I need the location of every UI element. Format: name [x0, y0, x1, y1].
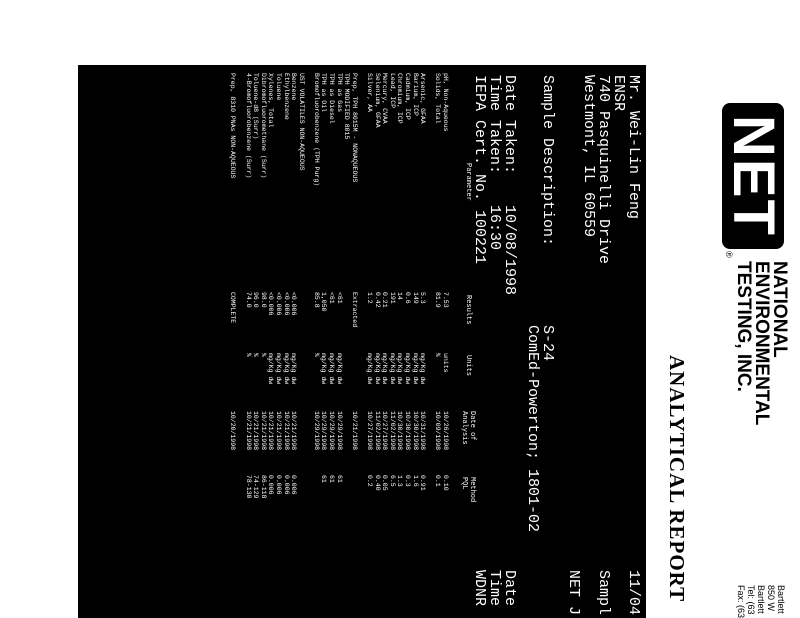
- result-cell: 0.42: [373, 292, 381, 308]
- date-cell: 10/30/1998: [404, 411, 412, 451]
- date-cell: 10/09/1998: [434, 411, 442, 451]
- pql-cell: 6.5: [388, 475, 396, 487]
- result-cell: 98.0: [259, 292, 267, 308]
- date-cell: 10/21/1998: [350, 411, 358, 451]
- table-row: [403, 73, 411, 618]
- report-sheet: [78, 65, 794, 618]
- results-table: [229, 73, 449, 618]
- units-cell: %: [259, 353, 267, 357]
- date-cell: 10/21/1998: [274, 411, 282, 451]
- date-cell: 10/26/1998: [442, 411, 449, 451]
- date-cell: 10/29/1998: [335, 411, 343, 451]
- table-row: [312, 73, 320, 618]
- table-row: [350, 73, 358, 618]
- right-label-wdnr: WDNR: [471, 570, 488, 607]
- table-row: [388, 73, 396, 618]
- table-row: [282, 73, 290, 618]
- result-cell: 7.53: [442, 292, 449, 308]
- date-cell: 10/29/1998: [320, 411, 328, 451]
- address-line: Tel: (63: [746, 585, 756, 615]
- company-address: [736, 585, 786, 618]
- date-cell: 10/29/1998: [328, 411, 336, 451]
- pql-cell: 0.3: [404, 475, 412, 487]
- result-cell: COMPLETE: [229, 292, 237, 324]
- col-header-results: Results: [464, 295, 472, 325]
- parameter-cell: TPH as Diesel: [328, 73, 336, 124]
- parameter-cell: TPH as Gas: [335, 73, 343, 113]
- client-company: ENSR: [610, 75, 627, 112]
- units-cell: mg/Kg dw: [328, 353, 336, 385]
- units-cell: mg/Kg dw: [419, 353, 427, 385]
- table-row: [381, 73, 389, 618]
- result-cell: 85.8: [312, 292, 320, 308]
- sample-description-label: Sample Description:: [539, 75, 556, 247]
- table-row: [335, 73, 343, 618]
- address-line: 850 W: [766, 585, 776, 612]
- report-date: 11/04: [625, 570, 642, 616]
- scanned-page: [78, 65, 794, 618]
- date-cell: 11/02/1998: [388, 411, 396, 451]
- pql-cell: 1.6: [411, 475, 419, 487]
- company-line: NATIONAL: [769, 261, 790, 358]
- date-cell: 10/21/1998: [282, 411, 290, 451]
- letterhead: [646, 65, 794, 618]
- date-cell: 10/21/1998: [259, 411, 267, 451]
- pql-cell: 0.91: [419, 475, 427, 491]
- sample-description-line2: ComEd-Powerton; 1801-02: [524, 325, 541, 533]
- table-row: [320, 73, 328, 618]
- right-label-date: Date: [501, 570, 518, 607]
- company-name: [734, 261, 788, 425]
- time-taken-value: 16:30: [486, 205, 503, 251]
- table-row: [252, 73, 260, 618]
- parameter-cell: Solids, Total: [434, 73, 442, 124]
- table-row: [259, 73, 267, 618]
- units-cell: %: [252, 353, 260, 357]
- client-street: 740 Pasquinelli Drive: [595, 75, 612, 265]
- col-header-date-line: Analysis: [460, 411, 468, 445]
- sample-description-value: S-24: [539, 325, 556, 362]
- pql-cell: 86-118: [259, 475, 267, 499]
- parameter-cell: TPH MODIFIED 8015: [343, 73, 351, 140]
- parameter-cell: Barium, ICP: [411, 73, 419, 116]
- parameter-cell: Cadmium, ICP: [404, 73, 412, 120]
- pql-cell: 78-130: [244, 475, 252, 499]
- result-cell: <61: [328, 292, 336, 304]
- result-cell: 96.0: [252, 292, 260, 308]
- units-cell: mg/Kg dw: [320, 353, 328, 385]
- sample-number-label: Sampl: [595, 570, 612, 616]
- client-name: Mr. Wei-Lin Feng: [625, 75, 642, 220]
- pql-cell: 0.10: [442, 475, 449, 491]
- pql-cell: 0.1: [434, 475, 442, 487]
- units-cell: mg/Kg dw: [335, 353, 343, 385]
- date-cell: 11/02/1998: [373, 411, 381, 451]
- date-cell: 10/31/1998: [419, 411, 427, 451]
- table-row: [274, 73, 282, 618]
- result-cell: <0.006: [282, 292, 290, 316]
- result-cell: 14: [396, 292, 404, 300]
- pql-cell: 0.2: [366, 475, 374, 487]
- pql-cell: 61: [335, 475, 343, 483]
- parameter-cell: UST VOLATILES NON-AQUEOUS: [297, 73, 305, 171]
- right-label-time: Time: [486, 570, 503, 607]
- table-row: [229, 73, 237, 618]
- pql-cell: 0.006: [282, 475, 290, 495]
- pql-cell: 0.006: [274, 475, 282, 495]
- result-cell: 74.0: [244, 292, 252, 308]
- table-row: [290, 73, 298, 618]
- net-job-label: NET J: [565, 570, 582, 616]
- date-taken-label: Date Taken:: [501, 75, 518, 175]
- date-cell: 10/20/1998: [229, 411, 237, 451]
- date-cell: 10/27/1998: [381, 411, 389, 451]
- units-cell: mg/Kg dw: [396, 353, 404, 385]
- units-cell: %: [244, 353, 252, 357]
- parameter-cell: Bromofluorobenzene (TPH Purg): [312, 73, 320, 187]
- units-cell: mg/Kg dw: [282, 353, 290, 385]
- date-taken-value: 10/08/1998: [501, 205, 518, 296]
- units-cell: mg/Kg dw: [274, 353, 282, 385]
- table-row: [343, 73, 351, 618]
- table-row: [441, 73, 449, 618]
- table-row: [426, 73, 434, 618]
- time-taken-label: Time Taken:: [486, 75, 503, 175]
- result-cell: <0.006: [267, 292, 275, 316]
- pql-cell: 1.3: [396, 475, 404, 487]
- table-row: [365, 73, 373, 618]
- parameter-cell: Chromium, ICP: [396, 73, 404, 124]
- parameter-cell: Selenium, GFAA: [373, 73, 381, 128]
- pql-cell: 0.006: [290, 475, 298, 495]
- date-cell: 10/21/1998: [267, 411, 275, 451]
- col-header-method-line: PQL: [460, 477, 468, 490]
- result-cell: 149: [411, 292, 419, 304]
- result-cell: <0.006: [290, 292, 298, 316]
- date-cell: 10/30/1998: [411, 411, 419, 451]
- table-row: [236, 73, 244, 618]
- result-cell: 1.2: [366, 292, 374, 304]
- parameter-cell: Silver, AA: [366, 73, 374, 113]
- iepa-cert: IEPA Cert. No. 100221: [471, 75, 488, 265]
- registered-mark: ®: [724, 251, 734, 258]
- pql-cell: 0.40: [373, 475, 381, 491]
- date-cell: 10/21/1998: [252, 411, 260, 451]
- table-row: [305, 73, 313, 618]
- pql-cell: 74-129: [252, 475, 260, 499]
- units-cell: %: [312, 353, 320, 357]
- parameter-cell: Prep, 8310 PNAs NON-AQUEOUS: [229, 73, 237, 179]
- table-row: [396, 73, 404, 618]
- col-header-units: Units: [464, 355, 472, 377]
- result-cell: 191: [388, 292, 396, 304]
- client-city: Westmont, IL 60559: [580, 75, 597, 238]
- parameter-cell: Xylenes, Total: [267, 73, 275, 128]
- date-cell: 10/21/1998: [244, 411, 252, 451]
- table-row: [267, 73, 275, 618]
- company-line: ENVIRONMENTAL: [751, 261, 772, 426]
- col-header-parameter: Parameter: [464, 163, 472, 201]
- parameter-cell: Toluene-d8 (Surr): [252, 73, 260, 140]
- table-row: [419, 73, 427, 618]
- table-row: [358, 73, 366, 618]
- table-row: [411, 73, 419, 618]
- result-cell: 81.9: [434, 292, 442, 308]
- units-cell: units: [442, 353, 449, 373]
- date-cell: 10/21/1998: [290, 411, 298, 451]
- units-cell: mg/Kg dw: [366, 353, 374, 385]
- parameter-cell: Benzene: [290, 73, 298, 101]
- parameter-cell: Dibromofluoromethane (Surr): [259, 73, 267, 179]
- table-row: [328, 73, 336, 618]
- result-cell: <61: [335, 292, 343, 304]
- address-line: Bartlett: [776, 585, 786, 614]
- company-line: TESTING, INC.: [733, 261, 754, 392]
- units-cell: mg/Kg dw: [381, 353, 389, 385]
- result-cell: 0.6: [404, 292, 412, 304]
- units-cell: mg/Kg dw: [267, 353, 275, 385]
- col-header-date: [460, 411, 476, 445]
- col-header-date-line: Date of: [468, 411, 476, 441]
- pql-cell: 0.006: [267, 475, 275, 495]
- parameter-cell: TPH as Oil: [320, 73, 328, 113]
- report-title: ANALYTICAL REPORT: [665, 355, 689, 603]
- date-cell: 10/27/1998: [366, 411, 374, 451]
- address-line: Bartlett: [756, 585, 766, 614]
- parameter-cell: pH, Non-Aqueous: [442, 73, 449, 132]
- units-cell: mg/Kg dw: [411, 353, 419, 385]
- address-line: Fax: (63: [736, 585, 746, 618]
- parameter-cell: 4-Bromofluorobenzene (Surr): [244, 73, 252, 179]
- table-row: [434, 73, 442, 618]
- result-cell: 5.3: [419, 292, 427, 304]
- pql-cell: 0.05: [381, 475, 389, 491]
- units-cell: %: [434, 353, 442, 357]
- units-cell: mg/Kg dw: [290, 353, 298, 385]
- parameter-cell: Lead, ICP: [388, 73, 396, 109]
- col-header-method-line: Method: [468, 477, 476, 503]
- result-cell: <0.006: [274, 292, 282, 316]
- table-row: [373, 73, 381, 618]
- parameter-cell: Mercury, CVAA: [381, 73, 389, 124]
- date-cell: 10/30/1998: [396, 411, 404, 451]
- units-cell: mg/Kg dw: [404, 353, 412, 385]
- parameter-cell: Arsenic, GFAA: [419, 73, 427, 124]
- parameter-cell: Toluene: [274, 73, 282, 101]
- result-cell: 1,050: [320, 292, 328, 312]
- parameter-cell: Prep, TPH 8015M - NONAQUEOUS: [350, 73, 358, 183]
- table-row: [244, 73, 252, 618]
- units-cell: mg/Kg dw: [388, 353, 396, 385]
- pql-cell: 61: [328, 475, 336, 483]
- col-header-method: [460, 477, 476, 502]
- table-row: [297, 73, 305, 618]
- pql-cell: 61: [320, 475, 328, 483]
- parameter-cell: Ethylbenzene: [282, 73, 290, 120]
- result-cell: Extracted: [350, 292, 358, 328]
- units-cell: mg/Kg dw: [373, 353, 381, 385]
- date-cell: 10/29/1998: [312, 411, 320, 451]
- result-cell: 0.21: [381, 292, 389, 308]
- net-logo: NET: [722, 103, 784, 249]
